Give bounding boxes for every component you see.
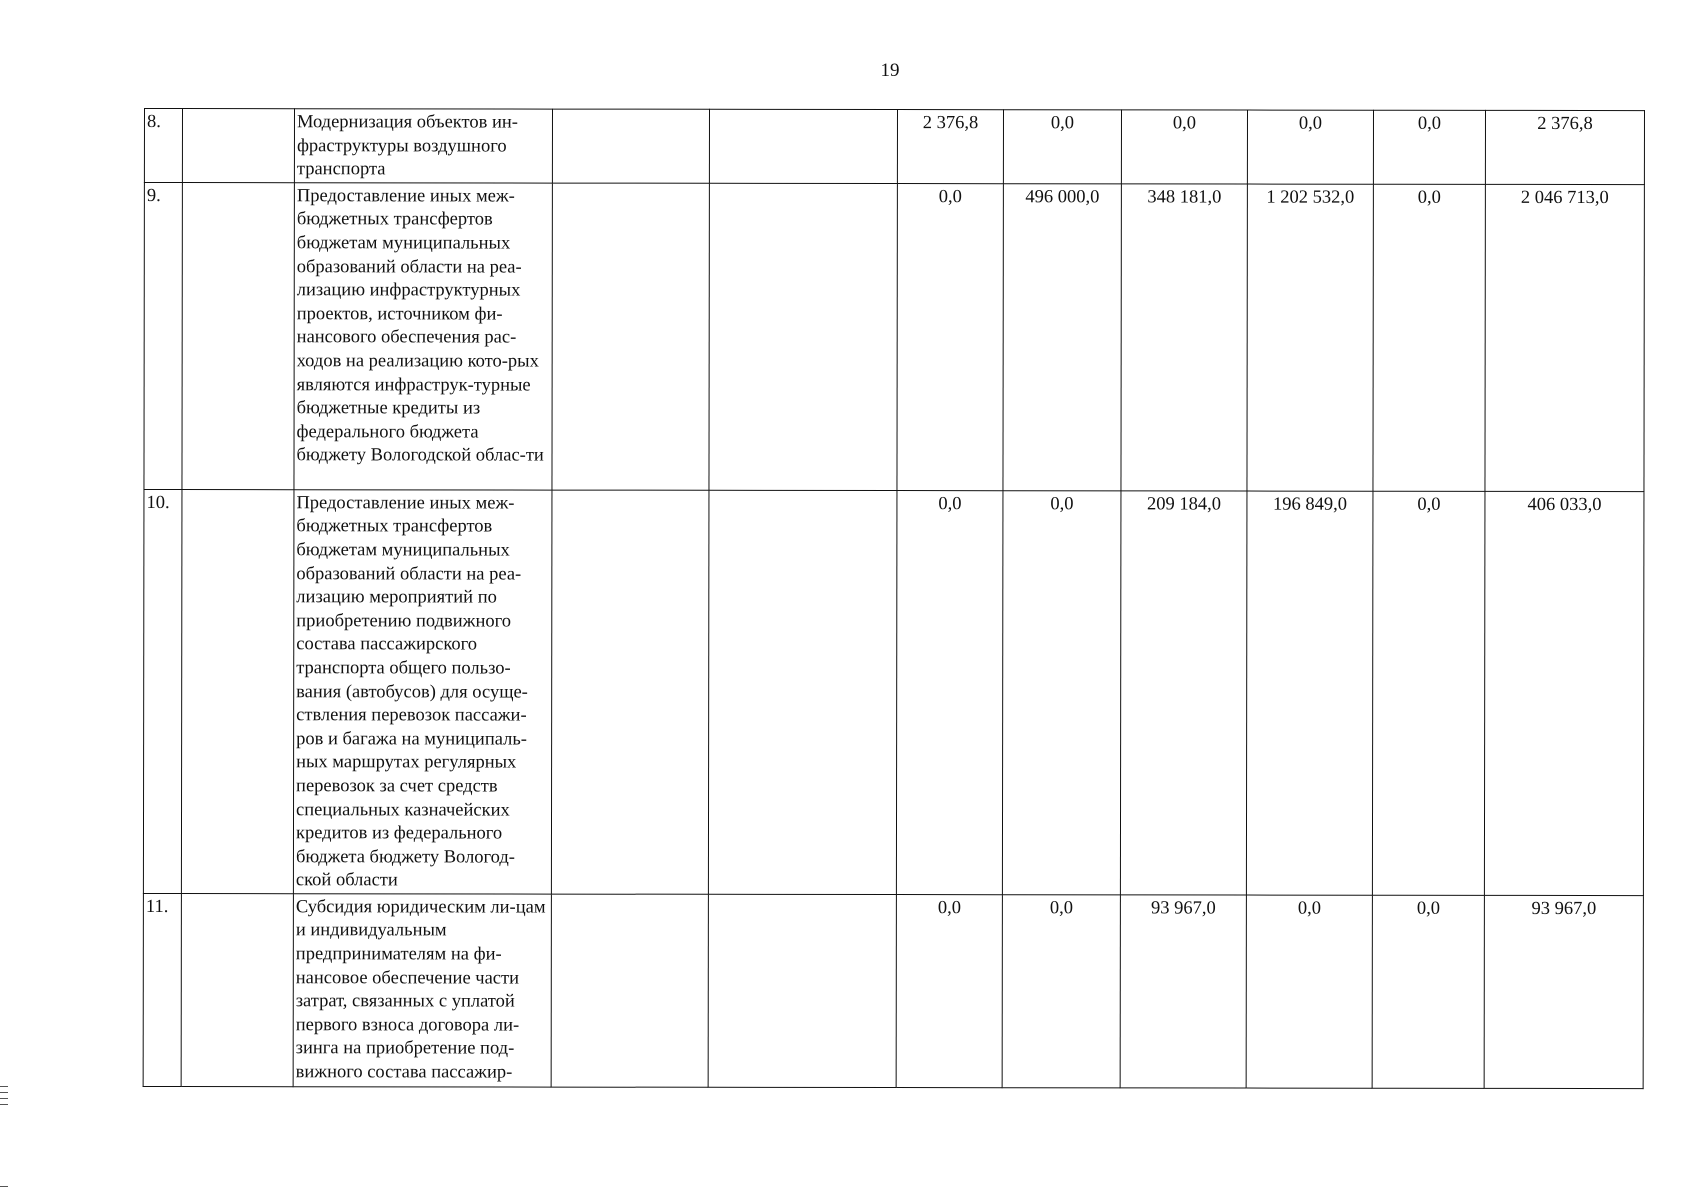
budget-table: [143, 108, 1645, 1089]
value-cell: 0,0: [1002, 490, 1121, 894]
table-row: [144, 182, 1644, 491]
empty-cell: [709, 183, 897, 490]
empty-cell: [552, 109, 709, 183]
value-cell: 0,0: [896, 894, 1002, 1087]
total-cell: 406 033,0: [1484, 491, 1644, 895]
value-cell: 0,0: [1373, 184, 1485, 491]
measure-name: Предоставление иных меж-бюджетных трансфертов бюджетам муниципальных образований области на реа-лизацию инфраструктурных проектов, источником фи-нансового обеспечения рас-ходов на реализацию кото-рых являются инфраструк-турные бюджетные кредиты из федерального бюджета бюджету Вологодской облас-ти: [294, 182, 552, 489]
value-cell: 93 967,0: [1120, 895, 1246, 1088]
table-row: [144, 109, 1644, 185]
value-cell: 348 181,0: [1121, 184, 1247, 491]
empty-cell: [551, 490, 709, 894]
empty-cell: [181, 893, 293, 1086]
value-cell: 0,0: [1373, 110, 1485, 184]
value-cell: 196 849,0: [1246, 491, 1373, 895]
scan-edge-mark: [0, 1086, 8, 1087]
value-cell: 209 184,0: [1120, 491, 1247, 895]
empty-cell: [708, 490, 897, 894]
empty-cell: [709, 109, 897, 183]
table-row: [143, 893, 1643, 1088]
value-cell: 0,0: [1002, 895, 1120, 1088]
row-number: 9.: [144, 182, 182, 489]
empty-cell: [182, 109, 294, 183]
value-cell: 496 000,0: [1003, 183, 1121, 490]
total-cell: 93 967,0: [1484, 895, 1643, 1088]
empty-cell: [552, 183, 709, 490]
empty-cell: [181, 489, 294, 893]
scan-edge-mark: [0, 1104, 8, 1105]
measure-name: Модернизация объектов ин-фраструктуры воздушного транспорта: [294, 109, 552, 183]
value-cell: 0,0: [1372, 895, 1484, 1088]
scan-edge-mark: [0, 1098, 8, 1099]
page-number: 19: [880, 60, 900, 81]
empty-cell: [551, 894, 708, 1087]
row-number: 8.: [144, 109, 182, 183]
row-number: 10.: [143, 489, 182, 893]
table-row: [143, 489, 1644, 895]
row-number: 11.: [143, 893, 181, 1086]
value-cell: 2 376,8: [897, 110, 1003, 184]
empty-cell: [182, 182, 294, 489]
value-cell: 0,0: [1246, 895, 1372, 1088]
value-cell: 0,0: [1003, 110, 1121, 184]
scan-edge-mark: [0, 1186, 8, 1187]
value-cell: 0,0: [1121, 110, 1247, 184]
measure-name: Предоставление иных меж-бюджетных трансфертов бюджетам муниципальных образований области на реа-лизацию мероприятий по приобретению подвижного состава пассажирского транспорта общего пользо-вания (автобусов) для осуще-ствления перевозок пассажи-ров и багажа на муниципаль-ных маршрутах регулярных перевозок за счет средств специальных казначейских кредитов из федерального бюджета бюджету Вологод-ской области: [293, 489, 552, 893]
total-cell: 2 376,8: [1485, 110, 1644, 184]
measure-name: Субсидия юридическим ли-цам и индивидуальным предпринимателям на фи-нансовое обеспечение части затрат, связанных с уплатой первого взноса договора ли-зинга на приобретение под-вижного состава пассажир-: [293, 894, 551, 1087]
empty-cell: [708, 894, 896, 1087]
scan-edge-mark: [0, 1092, 8, 1093]
total-cell: 2 046 713,0: [1485, 184, 1644, 491]
value-cell: 0,0: [896, 490, 1003, 894]
value-cell: 0,0: [1372, 491, 1485, 895]
value-cell: 0,0: [897, 183, 1003, 490]
value-cell: 1 202 532,0: [1247, 184, 1373, 491]
value-cell: 0,0: [1247, 110, 1373, 184]
